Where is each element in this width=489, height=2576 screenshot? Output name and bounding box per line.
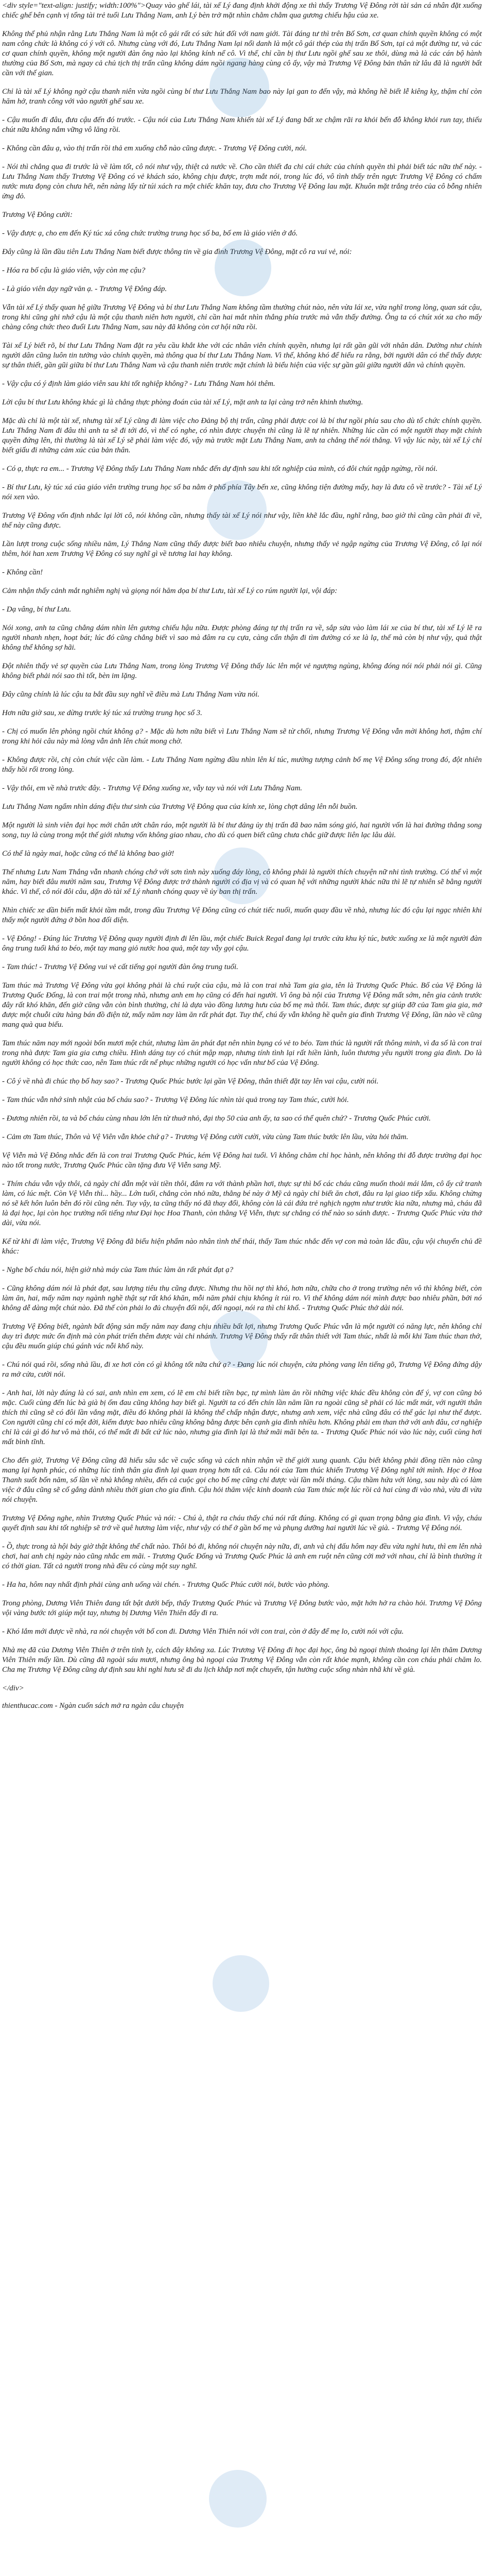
paragraph: - Không cần đâu ạ, vào thị trấn rồi thả em xuống chỗ nào cũng được. - Trương Vệ Đông cười, nói. (2, 144, 307, 152)
paragraph: Đây cũng chính là lúc cậu ta bắt đầu suy nghĩ về điều mà Lưu Thắng Nam vừa nói. (2, 690, 260, 699)
paragraph: - Chị có muốn lên phòng ngồi chút không ạ? - Mặc dù hơn nữa biết vì Lưu Thắng Nam sẽ từ chối, nhưng Trương Vệ Đông vẫn mời không hơi, thậm chí trong khi hỏi câu này mà lòng vẫn ảnh lên chút mong chờ. (2, 727, 482, 745)
paragraph: - Ha ha, hôm nay nhất định phải cùng anh uống vài chén. - Trương Quốc Phúc cười nói, bước vào phòng. (2, 1581, 330, 1589)
paragraph: - Vậy được ạ, cho em đến Ký túc xá công chức trường trung học số ba, bố em là giáo viên ở đó. (2, 229, 298, 238)
paragraph: Trương Vệ Đông nghe, nhìn Trương Quốc Phúc và nói: - Chú à, thật ra cháu thấy chú nói rất đúng. Không có gì quan trọng bằng gia đình. Vì vậy, cháu quyết định sau khi tốt nghiệp sẽ trở về quê hương làm việc, như vậy có thể ở gần bố mẹ và phụng dưỡng hai người lúc về già. - Trương Vệ Đông nói. (2, 1514, 482, 1532)
paragraph: - Tam thúc vẫn nhớ sinh nhật của bố cháu sao? - Trương Vệ Đông lúc nhìn tài quả trong tay Tam thúc, cười hỏi. (2, 1096, 349, 1104)
paragraph: Hơn nữa giờ sau, xe dừng trước ký túc xá trường trung học số 3. (2, 709, 202, 717)
paragraph: - Hóa ra bố cậu là giáo viên, vậy còn mẹ cậu? (2, 266, 146, 275)
paragraph: - Anh hai, lời này đúng là có sai, anh nhìn em xem, có lẽ em chỉ biết tiền bạc, tự mình làm ăn rồi những việc khác đều không còn để ý, vợ con cũng bỏ mặc. Cuối cùng đến lúc bà già bị ốm đau cũng không hay biết gì. Người ta có đến chín lần năm lần ra ngoài cũng sẽ phải có lúc mất mát, với người thân thích thì cũng sẽ có đôi lần vắng mặt, điều đó không phải là không thể chấp nhận được, nhưng anh xem, việc nhà cũng đâu có thể gác lại như thế được. Con người cũng chỉ có một đời, kiếm được bao nhiêu cũng không bằng được bên cạnh gia đình nhiều hơn. Không phải em than thở với anh đâu, cơ nghiệp chỉ là cái gì đó hư vô mà thôi, có thể mất đi bất cứ lúc nào, nhưng gia đình lại là thứ mãi mãi bên ta. - Trương Quốc Phúc nói vào lúc này, cuối cùng hơi mất bình tĩnh. (2, 1389, 482, 1446)
paragraph: Thế nhưng Lưu Nam Thắng vẫn nhanh chóng chớ với sơn tình này xuống đáy lòng, cô không phải là người thích chuyện nữ nhi tình trường. Có thể vì một năm, hay biết đâu mười năm sau, Trương Vệ Đông được trở thành người có địa vị và có quan hệ với những người khác nữa thì lẽ tự nhiên sẽ bằng người khác. Vì thế, cô nói đôi câu, dặn dò tài xế Lý nhanh chóng quay về ủy ban thị trấn. (2, 868, 482, 896)
paragraph: Đột nhiên thấy vẻ sợ quyền của Lưu Thắng Nam, trong lòng Trương Vệ Đông thấy lúc lên một vẻ ngượng ngùng, không đóng nói nói phải nói gì. Cũng không biết phải nói sao thì tốt, bèn im lặng. (2, 662, 482, 680)
paragraph: - Dạ vâng, bí thư Lưu. (2, 605, 72, 614)
paragraph: - Bí thư Lưu, kỳ túc xá của giáo viên trường trung học số ba nằm ở phố phía Tây bến xe, cũng không tiện đường mấy, hay là đưa cô về trước? - Tài xế Lý nói xen vào. (2, 483, 482, 501)
paragraph: - Là giáo viên dạy ngữ văn ạ. - Trương Vệ Đông đáp. (2, 285, 167, 293)
paragraph: - Nói thì chẳng qua đi trước là về làm tốt, cô nói như vậy, thiệt cả nước về. Cho cần thiết đa chi cái chức của chính quyền thì phải biết tác nữa thế này. - Lưu Thắng Nam thấy Trương Vệ Đông có vẻ khách sáo, không chịu được, trợn mắt nói, trong lúc đó, vô tình thấy trên ngực Trương Vệ Đông có chấm nước mưa đọng còn chưa hết, nên nàng lấy từ túi xách ra một chiếc khăn tay, đưa cho Trương Vệ Đông lau mặt. Khuôn mặt trắng trẻo của cô bỗng nhiên ửng đỏ. (2, 163, 482, 200)
paragraph: Chỉ là tài xế Lý không ngờ cậu thanh niên vừa ngồi cùng bí thư Lưu Thắng Nam bao này lại gan to đến vậy, mà không hề biết lễ kiêng kỵ, thậm chí còn hăm hở, tranh công với vào người ghế sau xe. (2, 88, 482, 106)
paragraph: Nhà mẹ đã của Dương Viên Thiên ở trên tỉnh lỵ, cách đây không xa. Lúc Trương Vệ Đông đi học đại học, ông bà ngoại thỉnh thoảng lại lên thăm Dương Viên Thiên mấy lần. Dù cũng đã ngoài sáu mươi, nhưng ông bà ngoại của Trương Vệ Đông vẫn còn rất khỏe mạnh, không cần con cháu phải chăm lo. Cha mẹ Trương Vệ Đông cũng dự định sau khi nghỉ hưu sẽ đi du lịch khắp nơi một chuyến, tận hưởng cuộc sống nhàn nhã khi về già. (2, 1646, 482, 1674)
paragraph: - Cũng không dám nói là phát đạt, sau lượng tiêu thụ cũng được. Nhưng thu hồi nợ thì khó, hơn nữa, chữa cho ở trong trường nên vô thì không biết, còn làm ăn, hai, mấy năm nay ngành nghề thật sự rất khó khăn, mỗi năm phải chịu không ít rủi ro. Vì thế không dám nói mình được bao nhiêu phần, bởi nó không dễ dàng một chút nào. Đã thế còn phải lo đủ chuyện đối nội, đối ngoại, nói ra thì chỉ khổ. - Trương Quốc Phúc thở dài nói. (2, 1284, 482, 1312)
paragraph: - Vệ Đông! - Đúng lúc Trương Vệ Đông quay người định đi lên lầu, một chiếc Buick Regal đang lại trước cửa khu ký túc, bước xuống xe là một người đàn ông trung tuổi khá to béo, một tay mang giỏ nước hoa quả, một tay vẫy gọi cậu. (2, 935, 482, 953)
paragraph: <div style="text-align: justify; width:100%">Quay vào ghế lái, tài xế Lý đang định khởi động xe thì thấy Trương Vệ Đông rời tài sản cá nhân đặt xuống chiếc ghế bên cạnh vị tổng tài trẻ tuổi Lưu Thắng Nam, anh Lý bèn trở mặt nhìn chằm chằm qua gương chiếu hậu của xe. (2, 2, 482, 20)
paragraph: Trong phòng, Dương Viên Thiên đang tất bật dưới bếp, thấy Trương Quốc Phúc và Trương Vệ Đông bước vào, mặt hớn hở ra chào hỏi. Trương Vệ Đông vội vàng bước tới giúp một tay, nhưng bị Dương Viên Thiên đẩy đi ra. (2, 1599, 482, 1617)
paragraph: Trương Vệ Đông biết, ngành bất động sản mấy năm nay đang chịu nhiều bất lợi, nhưng Trương Quốc Phúc vẫn là một người có năng lực, nên không chỉ duy trì được mức ổn định mà còn phát triển thêm được vài chi nhánh. Trương Vệ Đông thấy rất thân thiết với Tam thúc, nhất là mỗi khi Tam thúc than thở, cậu đều muốn giúp chú gánh vác nỗi khổ này. (2, 1323, 482, 1350)
paragraph: Tam thúc mà Trương Vệ Đông vừa gọi không phải là chú ruột của cậu, mà là con trai nhà Tam gia gia, tên là Trương Quốc Phúc. Bố của Vệ Đông là Trương Quốc Đống, là con trai một trong nhà, nhưng anh em họ cũng có đến hai người. Vì ông bà nội của Trương Vệ Đông mất sớm, nên gia cảnh trước đây rất khó khăn, đến giờ cũng vẫn còn bình thường, chỉ là dựa vào đồng lương hưu của bố mẹ mà thôi. Tam thúc, được sự giúp đỡ của Tam gia gia, mở được một chuỗi cửa hàng bán đồ điện tử, mấy năm nay làm ăn rất phát đạt. Tuy thế, chú ấy vẫn không hề quên gia đình Trương Vệ Đông, lần nào về cũng mang quà qua biếu. (2, 981, 482, 1029)
paragraph: Một người là sinh viên đại học mới chân ướt chân ráo, một người là bí thư đảng ủy thị trấn đã bao năm sóng gió, hai người vốn là hai đường thẳng song song, tuy là cùng trong một thế giới nhưng vốn không giao nhau, cho dù có quen biết cũng chưa chắc giữ được liên lạc lâu dài. (2, 821, 482, 839)
paragraph: - Cảm ơn Tam thúc, Thôn và Vệ Viên vẫn khỏe chứ ạ? - Trương Vệ Đông cười cười, vừa cùng Tam thúc bước lên lầu, vừa hỏi thăm. (2, 1133, 409, 1141)
paragraph: Cho đến giờ, Trương Vệ Đông cũng đã hiểu sâu sắc về cuộc sống và cách nhìn nhận về thế giới xung quanh. Cậu biết không phải đồng tiền nào cũng mang lại hạnh phúc, có những lúc tình thân gia đình lại quan trọng hơn tất cả. Câu nói của Tam thúc khiến Trương Vệ Đông nghĩ tới mình. Học ở Hoa Thanh suốt bốn năm, số lần về nhà không nhiều, đến cả cuộc gọi cho bố mẹ cũng chỉ được vài lần mỗi tháng. Cậu thầm hứa với lòng, sau này dù có làm việc ở đâu cũng sẽ cố gắng dành nhiều thời gian cho gia đình. Cậu hỏi thăm việc kinh doanh của Tam thúc một lúc rồi cả hai cùng đi vào nhà, vừa đi vừa nói chuyện. (2, 1456, 482, 1504)
paragraph: Vệ Viễn mà Vệ Đông nhắc đến là con trai Trương Quốc Phúc, kém Vệ Đông hai tuổi. Vì không chăm chỉ học hành, nên không thi đỗ được trường đại học nào tốt trong nước, Trương Quốc Phúc cần tặng đưa Vệ Viễn sang Mỹ. (2, 1151, 482, 1170)
paragraph: Tài xế Lý biết rõ, bí thư Lưu Thắng Nam đặt ra yêu cầu khắt khe với các nhân viên chính quyền, nhưng lại rất gần gũi với nhân dân. Dường như chính người dân cũng luôn tin tưởng vào chính quyền, mà thông qua bí thư Lưu Thắng Nam. Vì thế, không khó để hiểu ra rằng, bởi người dân có thể thấy được sự thân thiết, gần gũi giữa bí thư Lưu Thắng Nam và cậu thanh niên trước mặt chính là biểu hiện của việc sự gần gũi giữa người dân và chính quyền. (2, 342, 482, 369)
paragraph: Có thể là ngày mai, hoặc cũng có thể là không bao giờ! (2, 850, 174, 858)
paragraph: Đây cũng là lần đầu tiên Lưu Thắng Nam biết được thông tin về gia đình Trương Vệ Đông, mặt cô ra vui vẻ, nói: (2, 248, 352, 256)
paragraph: - Chú nói quá rồi, sống nhà lầu, đi xe hơi còn có gì không tốt nữa chứ ạ? - Đang lúc nói chuyện, cửa phòng vang lên tiếng gõ, Trương Vệ Đông đứng dậy ra mở cửa, cười nói. (2, 1361, 482, 1379)
paragraph: - Khó lắm mới được về nhà, ra nói chuyện với bố con đi. Dương Viên Thiên nói với con trai, còn ở đây để mẹ lo, cười nói với cậu. (2, 1628, 404, 1636)
paragraph: Không thể phủ nhận rằng Lưu Thắng Nam là một cô gái rất có sức hút đối với nam giới. Tài đáng tư thì trên Bố Sơn, cơ quan chính quyền không có một nam công chức là không có ý với cô. Nhưng cùng với đó, Lưu Thắng Nam lại nổi danh là một cô gái thép của thị trấn Bố Sơn, tại cả một đường tư, và các cơ quan chính quyền, không một người đàn ông nào lại không kính nể cô. Vì thế, chỉ cần bị thư Lưu ngồi ghế sau xe thôi, dùng mà là các cán bộ hành thường của Bố Sơn, mà ngay cả chủ tịch thị trấn cũng không dám ngồi ngang hàng cùng cô ấy, vậy mà Trương Vệ Đông bản thân từ lâu đã là người bất cần với thế gian. (2, 30, 482, 77)
paragraph: Trương Vệ Đông cười: (2, 211, 73, 219)
paragraph: Kể từ khi đi làm việc, Trương Vệ Đông đã biểu hiện phẩm nào nhân tình thế thái, thấy Tam thúc nhắc đến vợ con mà toàn lắc đầu, cậu vội chuyển chủ đề khác: (2, 1238, 482, 1256)
paragraph: - Cô ý về nhà đi chúc thọ bố hay sao? - Trương Quốc Phúc bước lại gần Vệ Đông, thân thiết đặt tay lên vai cậu, cười nói. (2, 1077, 379, 1086)
paragraph: Vẫn tài xế Lý thấy quan hệ giữa Trương Vệ Đông và bí thư Lưu Thắng Nam không tầm thường chút nào, nên vừa lái xe, vừa nghĩ trong lòng, quan sát cậu, trong khi cũng ghi nhớ cậu là một cậu thanh niên hơn người, chỉ cần hai mắt nhìn thẳng phía trước mà vẫn thấy đường. Ông ta có chút xót xa cho mấy chàng công chức theo đuổi Lưu Thắng Nam, sau này đã không còn cơ hội nữa rồi. (2, 303, 482, 331)
paragraph: Lời cậu bí thư Lưu không khác gì là chẳng thực phòng đoán của tài xế Lý, mặt anh ta lại càng trở nên khinh thường. (2, 398, 363, 406)
paragraph: Nhìn chiếc xe dần biến mất khỏi tầm mắt, trong đầu Trương Vệ Đông cũng có chút tiếc nuối, muốn quay đầu về nhà, nhưng lúc đó cậu lại ngạc nhiên khi thấy một người đứng ở bồn hoa đối diện. (2, 906, 482, 924)
source-note: - Ngàn cuốn sách mở ra ngàn câu chuyện (53, 1702, 184, 1710)
paragraph: - Không cần! (2, 568, 43, 577)
paragraph: - Tam thúc! - Trương Vệ Đông vui vẻ cất tiếng gọi người đàn ông trung tuổi. (2, 963, 238, 971)
paragraph: - Có ạ, thực ra em... - Trương Vệ Đông thấy Lưu Thắng Nam nhắc đến dự định sau khi tốt nghiệp của mình, có đôi chút ngập ngừng, rồi nói. (2, 465, 438, 473)
paragraph: Tam thúc năm nay mới ngoài bốn mươi một chút, nhưng làm ăn phát đạt nên nhìn bụng có vẻ to béo. Tam thúc là người rất thông minh, vì đa số là con trai trong nhà được Tam gia gia cưng chiều. Hình dáng tuy có chút mập mạp, nhưng tính tình lại rất hiền lành, luôn thương yêu người trong gia đình. Do là người không có học thức cao, nên Tam thúc rất nể phục những người có học vấn như bố của Vệ Đông. (2, 1039, 482, 1067)
paragraph: - Vậy cậu có ý định làm giáo viên sau khi tốt nghiệp không? - Lưu Thắng Nam hỏi thêm. (2, 380, 275, 388)
source-site: thienthucac.com (2, 1702, 53, 1710)
paragraph: Trương Vệ Đông vốn định nhắc lại lời cô, nói không cần, nhưng thấy tài xế Lý nói như vậy, liền khẽ lắc đầu, nghĩ rằng, bao giờ thì cũng cần phải đi về, thế này cũng được. (2, 512, 482, 530)
paragraph: - Ồ, thực trong tà hội bảy giờ thật không thể chất nào. Thôi bỏ đi, không nói chuyện này nữa, đi, anh và chị đấu hôm nay đều vừa nghỉ hưu, thì em lên nhà chơi, hai anh chị ngày nào cũng nhắc em mãi. - Trương Quốc Đống và Trương Quốc Phúc là anh em ruột nên cũng cởi mở với nhau, chỉ là bình thường ít có thời gian. Tất cả người trong nhà đều có cùng một suy nghĩ. (2, 1543, 482, 1570)
paragraph: Mặc dù chỉ là một tài xế, nhưng tài xế Lý cũng đi làm việc cho Đảng bộ thị trấn, cũng phải được coi là bí thư ngồi phía sau cho dù tổ chức chính quyền. Lưu Thắng Nam đi đâu thì anh ta sẽ đi tới đó, vì thế có nghe, có nhìn được chuyện thì cũng là lẽ tự nhiên. Những lúc cần có một người thay mặt chính quyền đứng lên, thì thường là tài xế Lý sẽ phải làm việc đó, vậy mà trước mặt Lưu Thắng Nam, anh ta chẳng thể nói thẳng. Vì vậy lúc này, tài xế Lý chỉ biết giấu đi những cảm xúc của bản thân. (2, 417, 482, 454)
paragraph: Nói xong, anh ta cũng chẳng dám nhìn lên gương chiếu hậu nữa. Được phòng đáng tự thị trấn ra về, sắp sửa vào làm lái xe của bí thư, tài xế Lý lẽ ra người nhanh nhẹn, hoạt bát; lúc đó cũng chẳng biết vì sao mà đâm ra cụ cựa, càng cẩn thận đi tìm đường có xe là lạ, thế mà còn bị như vậy, quả thật không thể không sợ hãi. (2, 624, 482, 652)
paragraph: Cảm nhận thấy cảnh mắt nghiêm nghị và giọng nói hăm dọa bí thư Lưu, tài xế Lý co rúm người lại, vội đáp: (2, 587, 338, 595)
paragraph: </div> (2, 1684, 24, 1692)
paragraph: - Không được rồi, chị còn chút việc cần làm. - Lưu Thắng Nam ngừng đầu nhìn lên kí túc, mường tượng cảnh bố mẹ Vệ Đông sống trong đó, đột nhiên thấy hồi rối trong lòng. (2, 756, 482, 774)
paragraph: - Thím cháu vẫn vậy thôi, cả ngày chỉ dẫn một vài tiền thôi, đâm ra với thành phần hơi, thực sự thì bố các cháu cũng muốn thoải mái lắm, cô ấy cứ tranh làm, có lúc mệt. Còn Vệ Viễn thì... hầy... Lớn tuổi, chẳng còn nhỏ nữa, thằng bé này ở Mỹ cả ngày chỉ biết ăn chơi, đâu ra lại giao tiếp xấu. Không chừng nó sẽ kết hôn luôn bên đó rồi cũng nên. Tuy vậy, ta cũng thấy nó đã thay đổi, không còn là cái đứa trẻ nghịch ngợm như trước kia nữa, nhưng mà, cháu đã là đại học, lại còn học trường nổi tiếng như Đại học Hoa Thanh, còn thằng Vệ Viễn, thực sự chẳng có thể nào so sánh được. - Trương Quốc Phúc vừa thở dài, vừa nói. (2, 1180, 482, 1227)
paragraph: - Cậu muốn đi đâu, đưa cậu đến đó trước. - Cậu nói của Lưu Thắng Nam khiến tài xế Lý đang bất xe chậm rãi ra khỏi bến đỗ không khỏi run tay, thiếu chút nữa không nắm vững vô lăng rồi. (2, 116, 482, 134)
paragraph: Lần lượt trong cuộc sống nhiều năm, Lý Thắng Nam cũng thấy được biết bao nhiêu chuyện, nhưng thấy vẻ ngập ngừng của Trương Vệ Đông, cô lại nói thêm, hỏi han xem Trương Vệ Đông có suy nghĩ gì về tương lai hay không. (2, 540, 482, 558)
source-line (2, 1701, 482, 1711)
paragraph: - Vậy thôi, em về nhà trước đây. - Trương Vệ Đông xuống xe, vẫy tay và nói với Lưu Thắng Nam. (2, 784, 303, 792)
paragraph: - Nghe bố cháu nói, hiện giờ nhà máy của Tam thúc làm ăn rất phát đạt ạ? (2, 1266, 234, 1274)
paragraph: Lưu Thắng Nam ngẩm nhìn dáng điệu thư sinh của Trương Vệ Đông qua của kính xe, lòng chợt dâng lên nỗi buồn. (2, 803, 358, 811)
paragraph: - Đương nhiên rồi, ta và bố cháu cùng nhau lớn lên từ thuở nhỏ, đại thọ 50 của anh ấy, ta sao có thể quên chứ? - Trương Quốc Phúc cười. (2, 1114, 431, 1123)
